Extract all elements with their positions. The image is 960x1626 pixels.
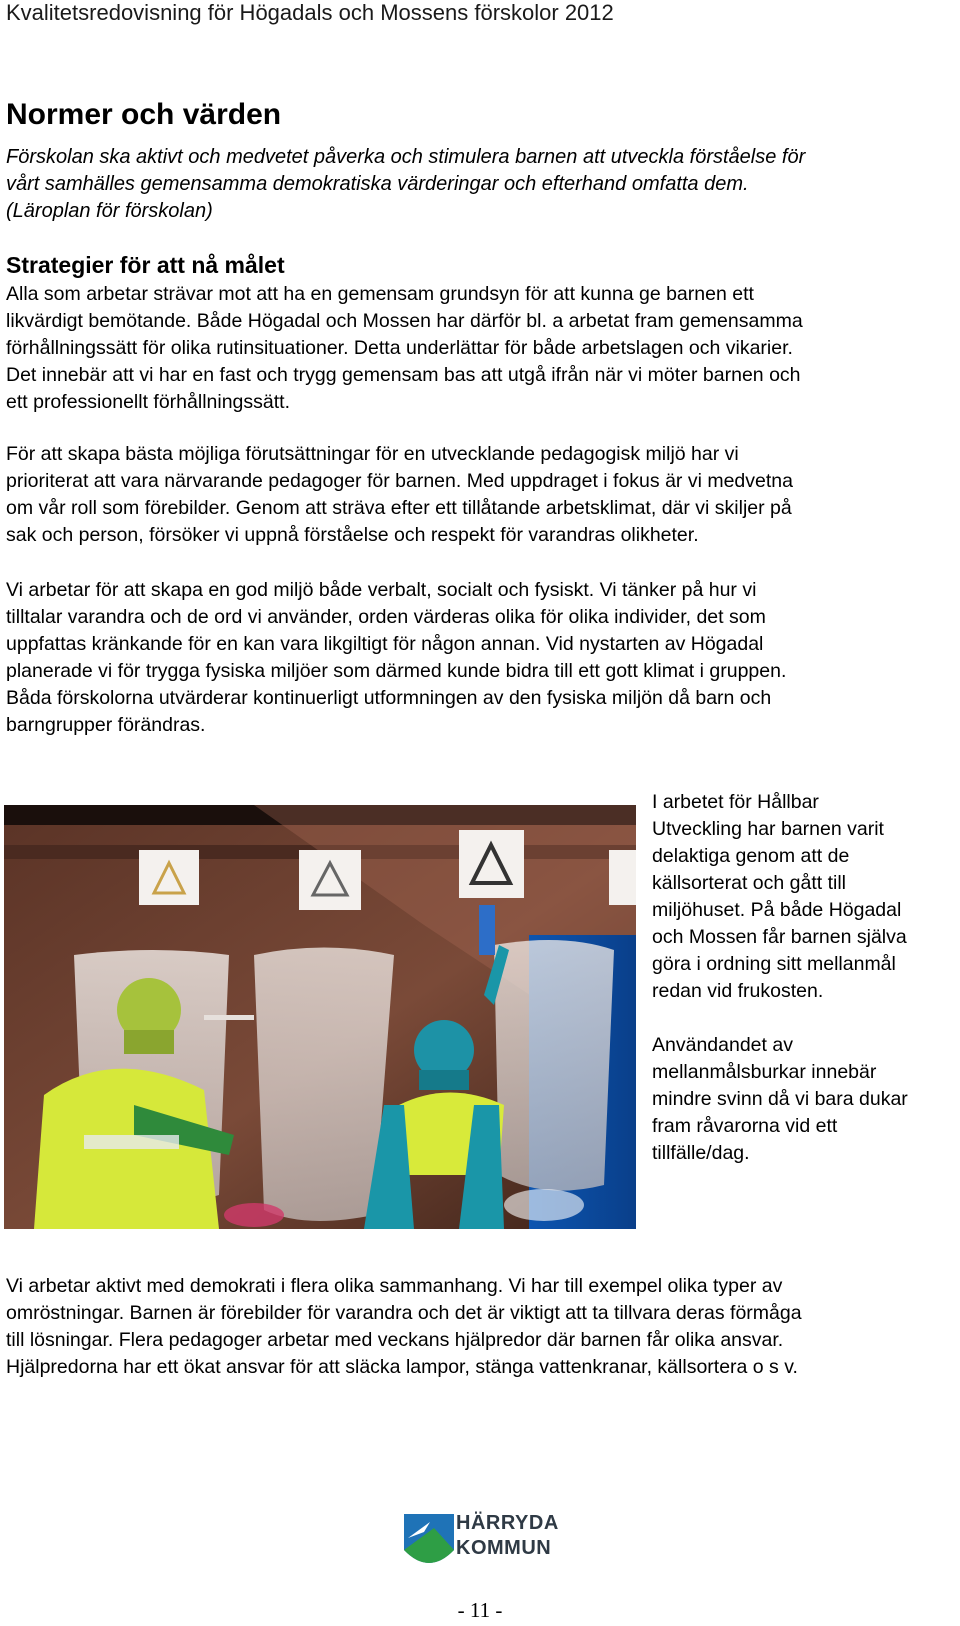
text-line: förhållningssätt för olika rutinsituationer. Detta underlättar för både arbetslagen och vikarier.	[6, 337, 793, 359]
text-line: mindre svinn då vi bara dukar	[652, 1088, 908, 1110]
text-line: planerade vi för trygga fysiska miljöer som därmed kunde bidra till ett gott klimat i gruppen.	[6, 660, 787, 682]
text-line: delaktiga genom att de	[652, 845, 850, 867]
strategy-paragraph-2	[6, 441, 956, 549]
text-line: Användandet av	[652, 1034, 793, 1056]
text-line: Vi arbetar aktivt med demokrati i flera olika sammanhang. Vi har till exempel olika typer av	[6, 1275, 783, 1297]
text-line: och Mossen får barnen själva	[652, 926, 907, 948]
text-line: I arbetet för Hållbar	[652, 791, 819, 813]
curriculum-quote	[6, 144, 936, 225]
text-line: uppfattas kränkande för en kan vara likgiltigt för någon annan. Vid nystarten av Högadal	[6, 633, 764, 655]
text-line: mellanmålsburkar innebär	[652, 1061, 877, 1083]
page-number: - 11 -	[457, 1598, 503, 1622]
text-line: Det innebär att vi har en fast och trygg gemensam bas att utgå ifrån när vi möter barnen och	[6, 364, 801, 386]
quote-line: (Läroplan för förskolan)	[6, 200, 213, 222]
text-line: ett professionellt förhållningssätt.	[6, 391, 290, 413]
text-line: redan vid frukosten.	[652, 980, 824, 1002]
text-line: göra i ordning sitt mellanmål	[652, 953, 896, 975]
text-line: fram råvarorna vid ett	[652, 1115, 838, 1137]
text-line: sak och person, försöker vi uppnå förståelse och respekt för varandras olikheter.	[6, 524, 699, 546]
text-line: prioriterat att vara närvarande pedagoger för barnen. Med uppdraget i fokus är vi medvetna	[6, 470, 793, 492]
text-line: tilltalar varandra och de ord vi använder, orden värderas olika för olika individer, det som	[6, 606, 766, 628]
sidebar-paragraph-2	[652, 1032, 958, 1167]
text-line: Utveckling har barnen varit	[652, 818, 884, 840]
text-line: källsorterat och gått till	[652, 872, 847, 894]
text-line: Hjälpredorna har ett ökat ansvar för att släcka lampor, stänga vattenkranar, källsortera o s v.	[6, 1356, 798, 1378]
quote-line: vårt samhälles gemensamma demokratiska värderingar och efterhand omfatta dem.	[6, 173, 749, 195]
text-line: Alla som arbetar strävar mot att ha en gemensam grundsyn för att kunna ge barnen ett	[6, 283, 754, 305]
text-line: om vår roll som förebilder. Genom att sträva efter ett tillåtande arbetsklimat, där vi skiljer på	[6, 497, 792, 519]
document-header: Kvalitetsredovisning för Högadals och Mossens förskolor 2012	[6, 0, 614, 25]
section-heading: Normer och värden	[6, 98, 282, 131]
recycling-photo	[4, 805, 636, 1229]
sidebar-paragraph-1	[652, 789, 958, 1005]
text-line: barngrupper förändras.	[6, 714, 206, 736]
text-line: till lösningar. Flera pedagoger arbetar med veckans hjälpredor där barnen får olika ansvar.	[6, 1329, 784, 1351]
text-line: omröstningar. Barnen är förebilder för varandra och det är viktigt att ta tillvara deras förmåga	[6, 1302, 802, 1324]
text-line: Vi arbetar för att skapa en god miljö både verbalt, socialt och fysiskt. Vi tänker på hur vi	[6, 579, 757, 601]
strategy-paragraph-1	[6, 281, 956, 416]
logo-text-line-1: HÄRRYDA	[456, 1512, 559, 1534]
logo-text-line-2: KOMMUN	[456, 1537, 552, 1559]
strategy-heading: Strategier för att nå målet	[6, 252, 285, 278]
closing-paragraph	[6, 1273, 956, 1381]
text-line: Båda förskolorna utvärderar kontinuerligt utformningen av den fysiska miljön då barn och	[6, 687, 772, 709]
text-line: tillfälle/dag.	[652, 1142, 750, 1164]
strategy-paragraph-3	[6, 577, 956, 739]
text-line: För att skapa bästa möjliga förutsättningar för en utvecklande pedagogisk miljö har vi	[6, 443, 739, 465]
text-line: likvärdigt bemötande. Både Högadal och Mossen har därför bl. a arbetat fram gemensamma	[6, 310, 803, 332]
text-line: miljöhuset. På både Högadal	[652, 899, 902, 921]
quote-line: Förskolan ska aktivt och medvetet påverka och stimulera barnen att utveckla förståelse för	[6, 146, 806, 168]
